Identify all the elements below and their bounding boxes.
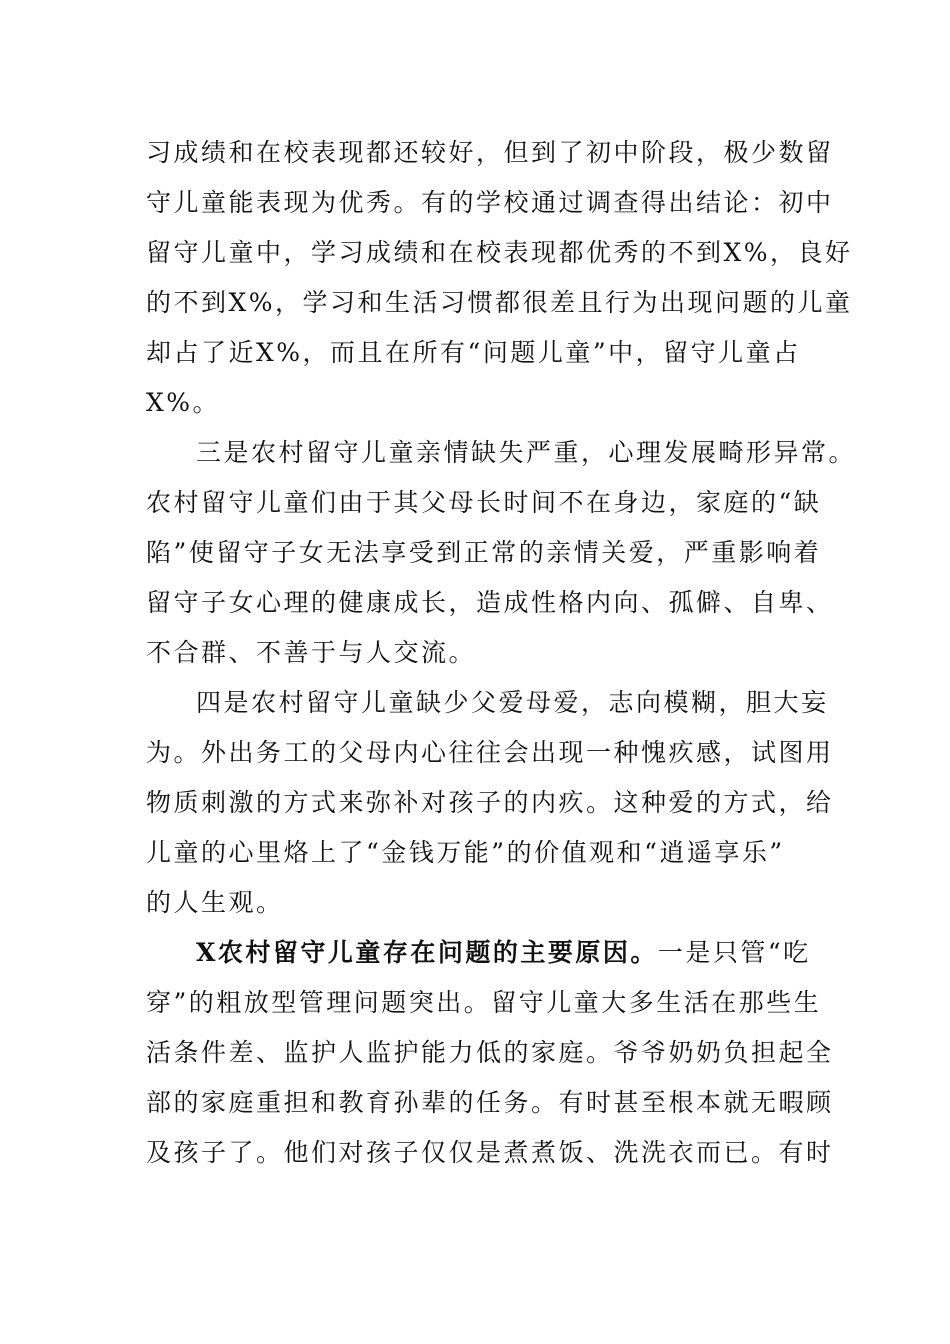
text-line: 活条件差、监护人监护能力低的家庭。爷爷奶奶负担起全 — [146, 1038, 834, 1067]
text-line — [146, 928, 826, 978]
paragraph-emotional-deficit — [146, 428, 857, 678]
text-line: 习成绩和在校表现都还较好，但到了初中阶段，极少数留 — [146, 138, 834, 167]
text-line: 部的家庭重担和教育孙辈的任务。有时甚至根本就无暇顾 — [146, 1088, 834, 1117]
text-line: 为。外出务工的父母内心往往会出现一种愧疚感，试图用 — [146, 738, 834, 767]
text-line: 留守儿童中，学习成绩和在校表现都优秀的不到X%，良好 — [146, 238, 853, 267]
text-line: 及孩子了。他们对孩子仅仅是煮煮饭、洗洗衣而已。有时 — [146, 1138, 834, 1167]
text-run: 一是只管“吃 — [657, 938, 811, 967]
text-line: 儿童的心里烙上了“金钱万能”的价值观和“逍遥享乐” — [146, 838, 785, 867]
text-line: 不合群、不善于与人交流。 — [146, 638, 477, 667]
text-line: 农村留守儿童们由于其父母长时间不在身边，家庭的“缺 — [146, 488, 822, 517]
text-line: 的人生观。 — [146, 888, 284, 917]
text-line: 留守子女心理的健康成长，造成性格内向、孤僻、自卑、 — [146, 588, 834, 617]
text-line: 四是农村留守儿童缺少父爱母爱，志向模糊，胆大妄 — [196, 688, 829, 717]
text-line: 三是农村留守儿童亲情缺失严重，心理发展畸形异常。 — [196, 438, 857, 467]
text-line: 陷”使留守子女无法享受到正常的亲情关爱，严重影响着 — [146, 538, 822, 567]
section-heading: X农村留守儿童存在问题的主要原因。 — [196, 938, 658, 967]
paragraph-parental-love — [146, 678, 834, 928]
text-line: 的不到X%，学习和生活习惯都很差且行为出现问题的儿童 — [146, 288, 853, 317]
text-line: 却占了近X%，而且在所有“问题儿童”中，留守儿童占 — [146, 338, 801, 367]
document-body — [146, 128, 857, 1178]
paragraph-main-causes — [146, 928, 834, 1178]
text-line: 穿”的粗放型管理问题突出。留守儿童大多生活在那些生 — [146, 988, 822, 1017]
text-line: X%。 — [146, 388, 221, 417]
text-line: 守儿童能表现为优秀。有的学校通过调查得出结论：初中 — [146, 188, 834, 217]
text-line: 物质刺激的方式来弥补对孩子的内疚。这种爱的方式，给 — [146, 788, 834, 817]
paragraph-academic-performance — [146, 128, 853, 428]
